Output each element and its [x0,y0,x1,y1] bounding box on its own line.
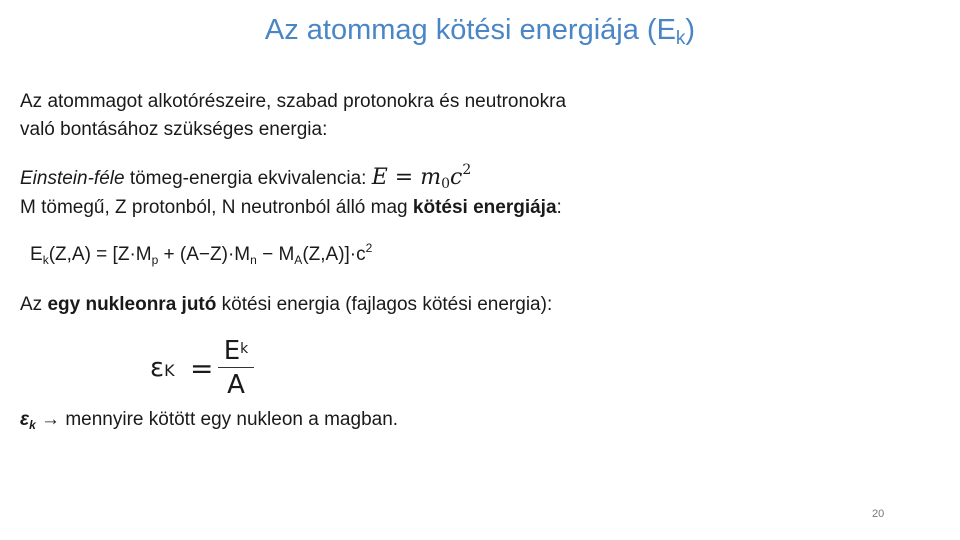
einstein-line [20,158,471,196]
title-text: Az atommag kötési energiája (E [264,14,676,46]
mass-bold: kötési energiája [412,197,557,218]
numerator-sub: k [240,341,249,357]
epsilon-k-symbol: ε [20,409,30,430]
mass-text: M tömegű, Z protonból, N neutronból álló mag [20,197,413,218]
binding-energy-formula [30,236,372,272]
formula-sub-A: A [294,253,303,267]
nucleon-bold: egy nukleonra jutó [47,294,217,315]
nucleon-pre: Az [20,294,48,315]
einstein-text: tömeg-energia ekvivalencia: [124,168,372,189]
conclusion-line [20,408,398,437]
mass-energy-equation [371,162,472,192]
conclusion-text: → mennyire kötött egy nukleon a magban. [35,409,399,430]
epsilon-symbol: ε [150,353,165,383]
formula-part-4: − M [256,244,295,265]
frac-denominator: A [227,370,245,400]
formula-part-1: E [30,244,43,265]
formula-sub-p: p [151,253,159,267]
slide-title [0,14,960,50]
binding-energy-line [20,196,562,220]
epsilon-k-sub: k [29,418,36,432]
formula-sub-n: n [250,253,257,267]
formula-sup-2: 2 [365,241,373,255]
eq-m: m [420,165,442,190]
eq-sup-2: 2 [462,162,472,178]
mass-colon: : [556,197,562,218]
frac-numerator [218,334,254,366]
eq-c: c [449,165,463,190]
page-number: 20 [872,508,885,520]
line2-text: való bontásához szükséges energia: [20,119,328,140]
frac-equals: = [190,352,214,385]
einstein-label: Einstein-féle [20,168,125,189]
formula-part-2: (Z,A) = [Z·M [48,244,152,265]
line1-text: Az atommagot alkotórészeire, szabad protonokra és neutronokra [20,91,567,112]
nucleon-line [20,293,552,317]
epsilon-sub: K [164,361,175,380]
title-end: ) [685,14,696,46]
text-line-2 [20,118,327,142]
text-line-1 [20,90,566,114]
eq-E: E [371,165,388,190]
formula-part-5: (Z,A)]·c [302,244,366,265]
formula-sub-k: k [42,253,49,267]
eq-sub-0: 0 [441,176,450,192]
eq-equals: = [387,165,421,190]
fraction [218,334,254,400]
fraction-bar [218,367,254,368]
title-subscript: k [675,28,686,49]
formula-part-3: + (A−Z)·M [158,244,251,265]
numerator-E: E [223,336,241,366]
nucleon-post: kötési energia (fajlagos kötési energia): [216,294,553,315]
frac-lhs [150,353,175,383]
